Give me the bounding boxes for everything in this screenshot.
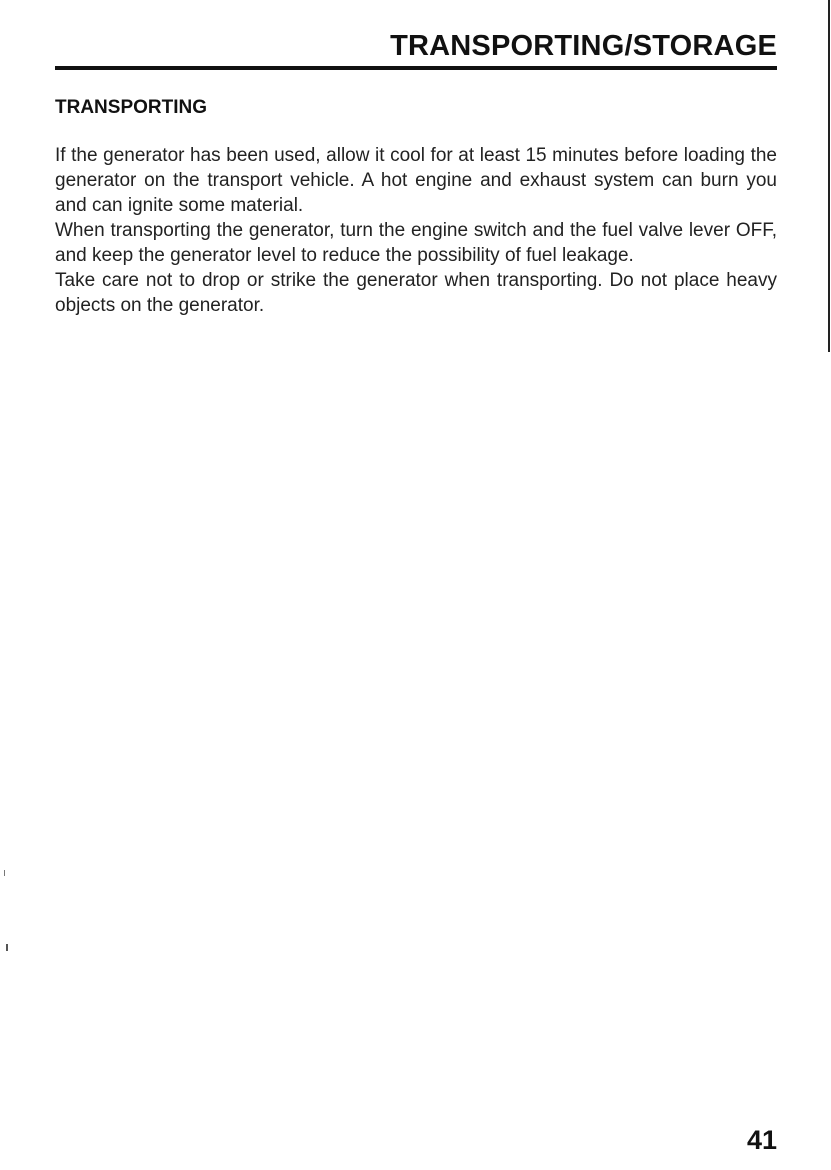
scan-speck <box>6 944 8 951</box>
scan-edge-line <box>828 0 830 352</box>
page-header <box>55 28 777 70</box>
section-heading: TRANSPORTING <box>55 97 207 118</box>
paragraph-handling: Take care not to drop or strike the generator when transporting. Do not place heavy objects on the generator. <box>55 270 777 316</box>
paragraph-cooling: If the generator has been used, allow it cool for at least 15 minutes before loading the generator on the transport vehicle. A hot engine and exhaust system can burn you and can ignite some material. <box>55 145 777 216</box>
scan-speck <box>4 870 5 876</box>
page-number: 41 <box>746 1125 777 1155</box>
header-divider <box>55 66 777 70</box>
page-title: TRANSPORTING/STORAGE <box>390 30 777 62</box>
section-body <box>55 143 777 318</box>
paragraph-fuel-valve: When transporting the generator, turn the engine switch and the fuel valve lever OFF, and keep the generator level to reduce the possibility of fuel leakage. <box>55 220 777 266</box>
